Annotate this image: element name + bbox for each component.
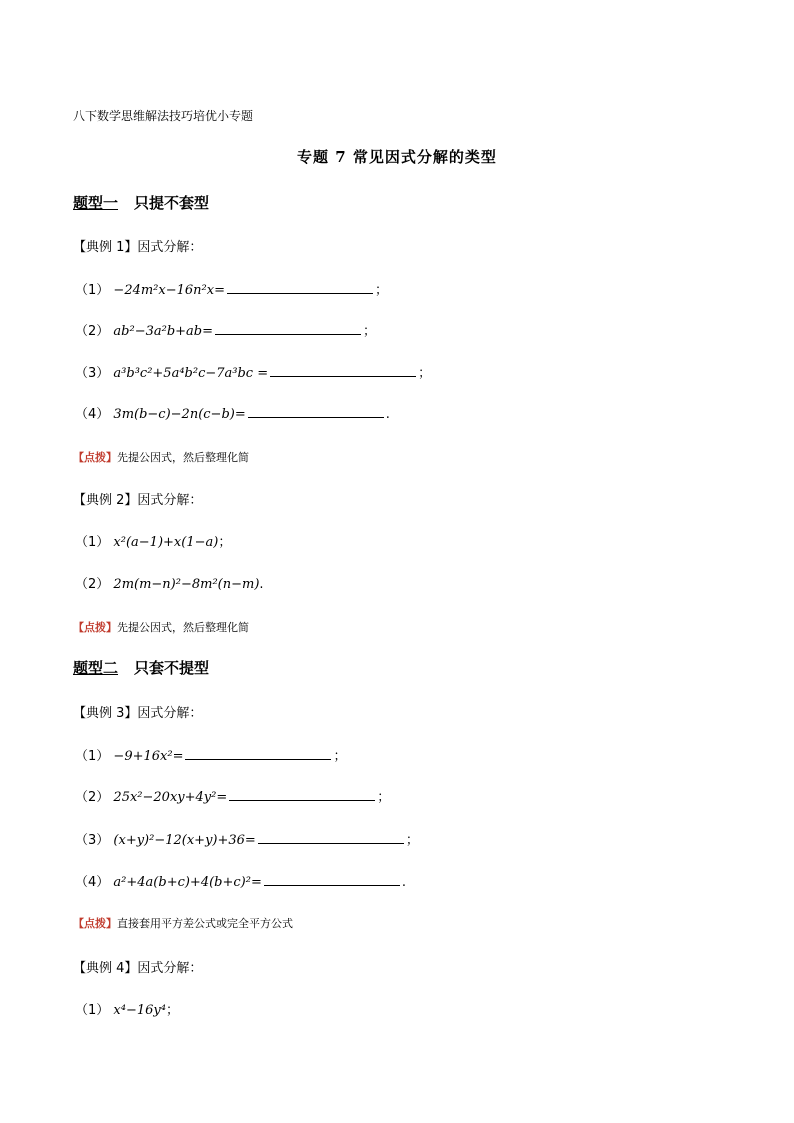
answer-blank[interactable]: [270, 364, 416, 377]
problem-end: ；: [374, 283, 388, 298]
hint-text: 先提公因式，然后整理化简: [117, 621, 249, 634]
example-2-heading: 【典例 2】因式分解：: [73, 493, 203, 508]
answer-blank[interactable]: [264, 873, 400, 886]
section-tag: 题型一: [73, 194, 119, 212]
answer-blank[interactable]: [248, 405, 384, 418]
hint-label: 【点拨】: [73, 621, 117, 634]
hint-text: 直接套用平方差公式或完全平方公式: [117, 917, 293, 930]
problem-expression: x²(a−1)+x(1−a): [113, 535, 219, 550]
answer-blank[interactable]: [229, 788, 375, 801]
problem-end: .: [385, 407, 390, 422]
problem-number: （3）: [75, 366, 110, 381]
problem-1-2: [75, 320, 376, 339]
problem-1-3: [75, 362, 431, 381]
problem-expression: −24m²x−16n²x=: [113, 283, 225, 298]
example-4-heading: 【典例 4】因式分解：: [73, 961, 203, 976]
problem-1-4: [75, 403, 390, 422]
problem-end: .: [259, 577, 264, 592]
hint-3: [73, 915, 293, 931]
section-tag: 题型二: [73, 659, 119, 677]
hint-text: 先提公因式，然后整理化简: [117, 451, 249, 464]
problem-expression: ab²−3a²b+ab=: [113, 324, 214, 339]
problem-expression: (x+y)²−12(x+y)+36=: [113, 833, 256, 848]
problem-end: ；: [377, 790, 391, 805]
problem-number: （4）: [75, 875, 110, 890]
problem-expression: a³b³c²+5a⁴b²c−7a³bc =: [113, 366, 269, 381]
answer-blank[interactable]: [185, 747, 331, 760]
problem-2-2: [75, 573, 264, 592]
problem-number: （4）: [75, 407, 110, 422]
document-header: 八下数学思维解法技巧培优小专题: [73, 109, 254, 123]
problem-3-4: [75, 871, 406, 890]
page-title: 专题 7 常见因式分解的类型: [297, 148, 497, 166]
example-1-heading: 【典例 1】因式分解：: [73, 240, 203, 255]
problem-number: （3）: [75, 833, 110, 848]
section-name: 只套不提型: [134, 659, 210, 677]
problem-expression: a²+4a(b+c)+4(b+c)²=: [113, 875, 262, 890]
hint-label: 【点拨】: [73, 917, 117, 930]
problem-expression: x⁴−16y⁴: [113, 1003, 166, 1018]
problem-expression: 25x²−20xy+4y²=: [113, 790, 228, 805]
example-3-heading: 【典例 3】因式分解：: [73, 706, 203, 721]
problem-end: ；: [218, 535, 232, 550]
problem-number: （1）: [75, 1003, 110, 1018]
section-heading-1: [73, 192, 209, 213]
section-name: 只提不套型: [134, 194, 210, 212]
hint-2: [73, 619, 249, 635]
problem-number: （1）: [75, 749, 110, 764]
problem-expression: −9+16x²=: [113, 749, 184, 764]
problem-expression: 2m(m−n)²−8m²(n−m): [113, 577, 260, 592]
problem-3-1: [75, 745, 346, 764]
problem-expression: 3m(b−c)−2n(c−b)=: [113, 407, 246, 422]
section-heading-2: [73, 657, 209, 678]
problem-2-1: [75, 531, 231, 550]
problem-number: （2）: [75, 790, 110, 805]
problem-end: .: [401, 875, 406, 890]
problem-1-1: [75, 279, 388, 298]
answer-blank[interactable]: [227, 281, 373, 294]
problem-end: ；: [363, 324, 377, 339]
answer-blank[interactable]: [258, 831, 404, 844]
problem-number: （2）: [75, 324, 110, 339]
problem-end: ；: [165, 1003, 179, 1018]
problem-end: ；: [405, 833, 419, 848]
problem-end: ；: [418, 366, 432, 381]
problem-4-1: [75, 999, 179, 1018]
problem-number: （2）: [75, 577, 110, 592]
hint-1: [73, 449, 249, 465]
problem-number: （1）: [75, 283, 110, 298]
problem-number: （1）: [75, 535, 110, 550]
hint-label: 【点拨】: [73, 451, 117, 464]
answer-blank[interactable]: [215, 322, 361, 335]
problem-end: ；: [333, 749, 347, 764]
problem-3-3: [75, 829, 419, 848]
problem-3-2: [75, 786, 390, 805]
